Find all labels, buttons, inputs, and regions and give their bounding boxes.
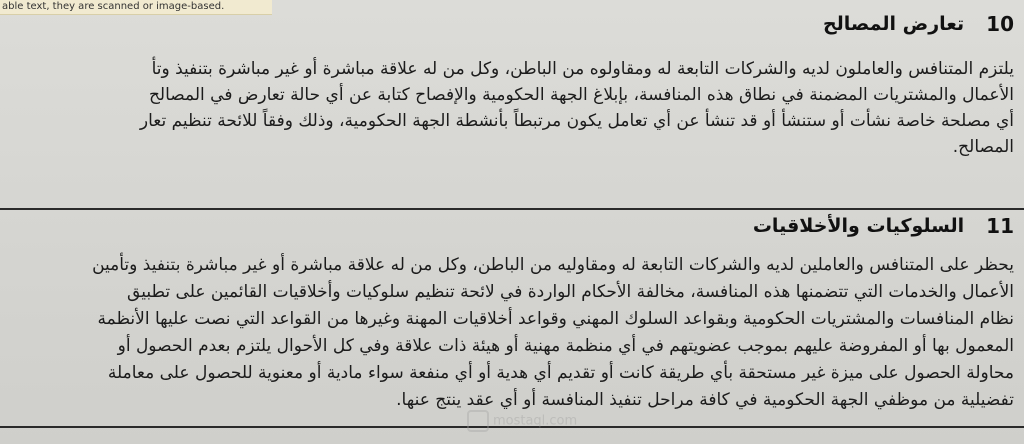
section-number: 11	[986, 214, 1014, 238]
watermark-icon	[467, 410, 489, 432]
section-body	[0, 56, 1014, 160]
watermark-logo	[420, 410, 620, 440]
section-conduct-and-ethics	[0, 214, 1014, 414]
body-line: محاولة الحصول على ميزة غير مستحقة بأي طريقة كانت أو تقديم أي هدية أو أي منفعة سواء مادية أو معنوية للحصول على معاملة	[107, 363, 1014, 383]
body-line: الأعمال والخدمات التي تتضمنها هذه المنافسة، مخالفة الأحكام الواردة في لائحة تنظيم سلوكيات وأخلاقيات القائمين على تطبيق	[127, 282, 1014, 302]
section-title: تعارض المصالح	[822, 13, 965, 35]
body-line: المعمول بها أو المفروضة عليهم بموجب عضويتهم في أي منظمة مهنية أو هيئة ذات علاقة وفي كل الأحوال يلتزم بعدم الحصول أو	[117, 336, 1014, 356]
scan-notice-banner: able text, they are scanned or image-based.	[0, 0, 272, 15]
section-divider	[0, 208, 1024, 210]
body-line: الأعمال والمشتريات المضمنة في نطاق هذه المنافسة، بإبلاغ الجهة الحكومية والإفصاح كتابة عن أي حالة تعارض في المصالح	[148, 85, 1014, 105]
section-heading	[0, 214, 1014, 238]
section-conflict-of-interest	[0, 12, 1014, 160]
section-heading	[0, 12, 1014, 36]
body-line: يلتزم المتنافس والعاملون لديه والشركات التابعة له ومقاولوه من الباطن، وكل من له علاقة مباشرة أو غير مباشرة بتنفيذ وتأ	[151, 59, 1014, 79]
body-line: تفضيلية من موظفي الجهة الحكومية في كافة مراحل تنفيذ المنافسة أو أي عقد ينتج عنها.	[396, 390, 1014, 410]
section-number: 10	[986, 12, 1014, 36]
section-title: السلوكيات والأخلاقيات	[752, 215, 965, 237]
body-line: نظام المنافسات والمشتريات الحكومية وبقواعد السلوك المهني وقواعد أخلاقيات المهنة وغيرها من القواعد التي نصت عليها الأنظمة	[97, 309, 1014, 329]
watermark-text: mostaql.com	[492, 413, 578, 429]
body-line: المصالح.	[952, 137, 1014, 157]
section-body	[0, 252, 1014, 414]
body-line: يحظر على المتنافس والعاملين لديه والشركات التابعة له ومقاوليه من الباطن، وكل من له علاقة مباشرة أو غير مباشرة بتنفيذ وتأمين	[92, 255, 1014, 275]
body-line: أي مصلحة خاصة نشأت أو ستنشأ أو قد تنشأ عن أي تعامل يكون مرتبطاً بأنشطة الجهة الحكومية، وذلك وفقاً للائحة تنظيم تعار	[139, 111, 1014, 131]
